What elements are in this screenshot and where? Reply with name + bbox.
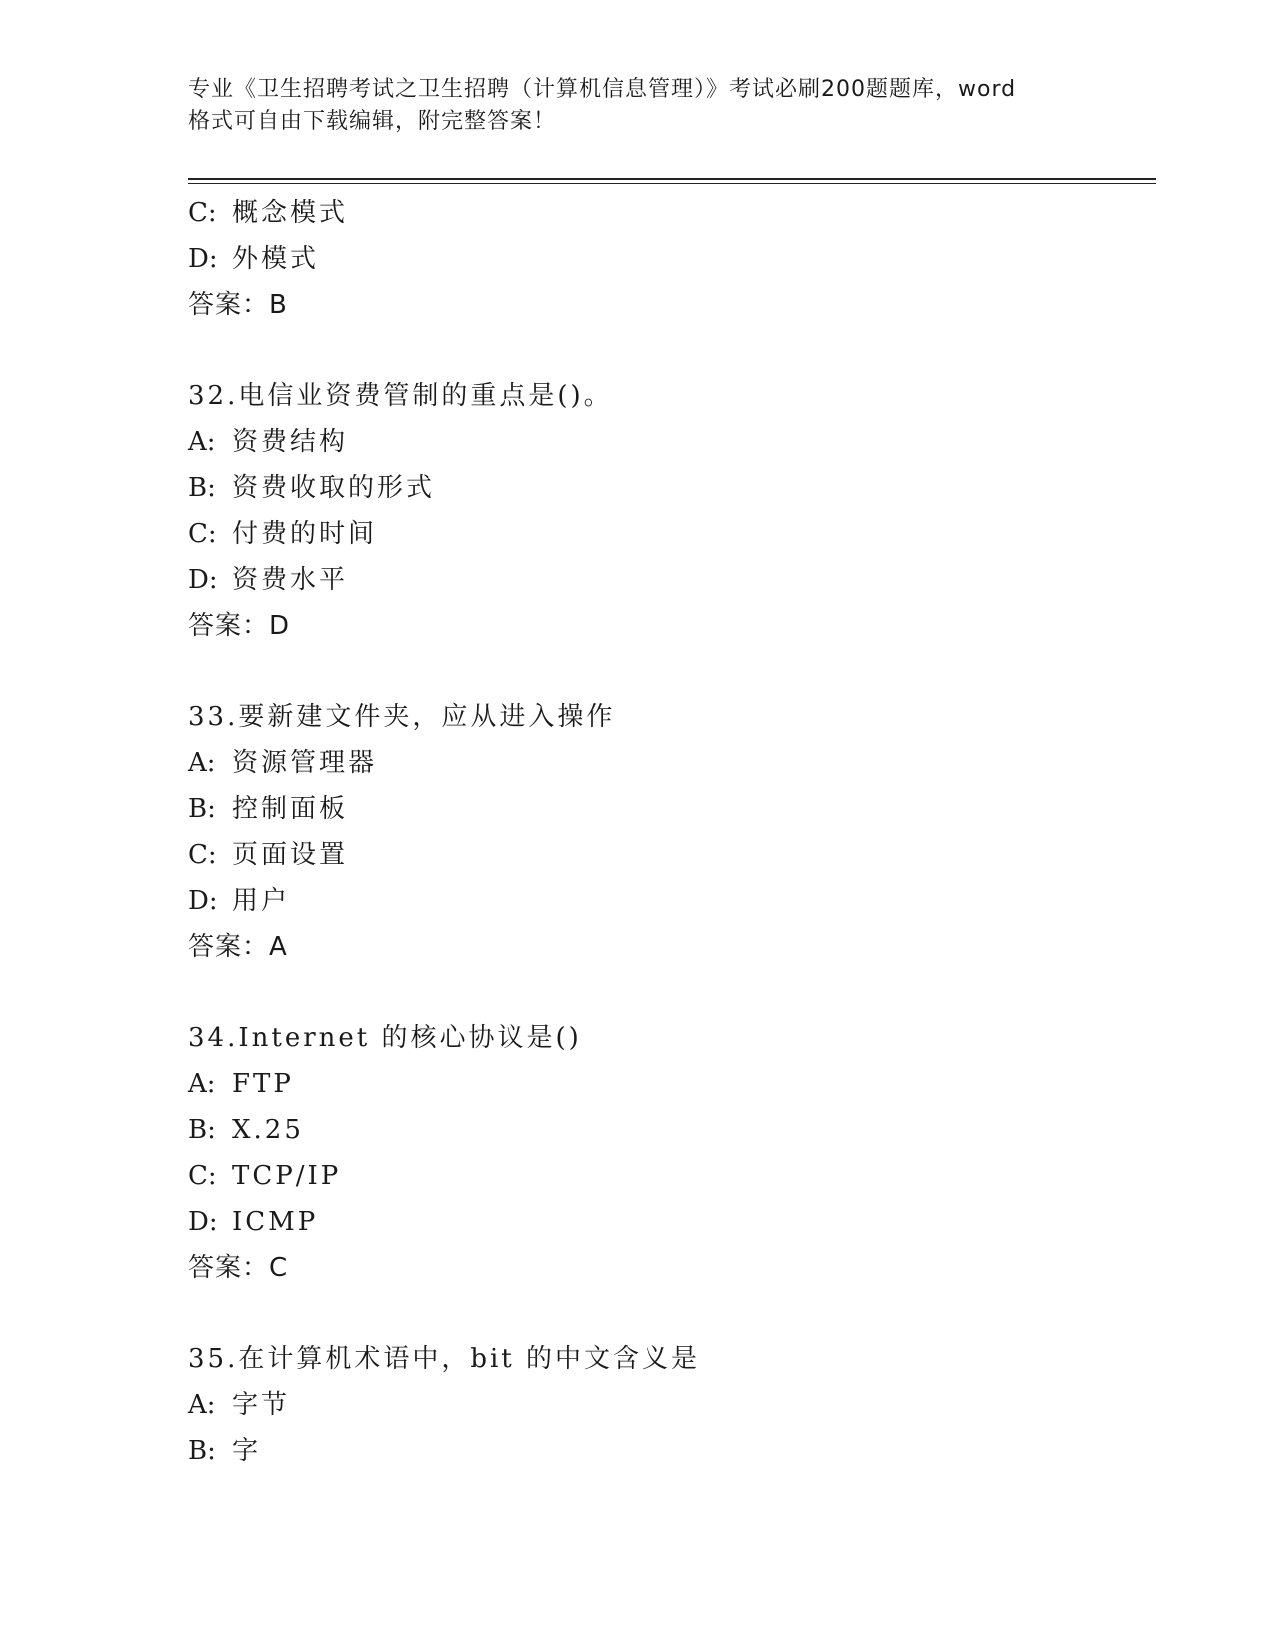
option-key: A: <box>188 1069 216 1099</box>
option-b <box>188 1428 1148 1474</box>
option-text: TCP/IP <box>232 1161 342 1191</box>
option-text: 资费收取的形式 <box>232 473 436 503</box>
question-stem: 32.电信业资费管制的重点是()。 <box>188 381 613 411</box>
option-text: 字 <box>232 1436 262 1466</box>
option-text: 控制面板 <box>232 794 349 824</box>
header-line-2: 格式可自由下载编辑，附完整答案！ <box>188 109 557 134</box>
option-b <box>188 465 1148 511</box>
option-key: B: <box>188 1115 216 1145</box>
answer-line: 答案：A <box>188 932 288 962</box>
document-header <box>188 74 1088 138</box>
option-key: B: <box>188 1436 216 1466</box>
option-text: 资费结构 <box>232 427 349 457</box>
question-stem: 35.在计算机术语中，bit 的中文含义是 <box>188 1344 701 1374</box>
option-c <box>188 1153 1148 1199</box>
option-text: 页面设置 <box>232 840 349 870</box>
header-line-1: 专业《卫生招聘考试之卫生招聘（计算机信息管理）》考试必刷200题题库，word <box>188 77 1017 102</box>
option-key: D: <box>188 565 218 595</box>
header-divider-thick <box>188 178 1156 180</box>
header-divider-thin <box>188 183 1156 184</box>
question-34 <box>188 1015 1148 1291</box>
option-text: 概念模式 <box>232 198 349 228</box>
answer-line: 答案：C <box>188 1253 289 1283</box>
option-key: C: <box>188 198 217 228</box>
option-key: B: <box>188 473 216 503</box>
spacer <box>188 649 1148 694</box>
option-d <box>188 1199 1148 1245</box>
option-a <box>188 740 1148 786</box>
question-32 <box>188 373 1148 649</box>
option-d <box>188 878 1148 924</box>
option-b <box>188 1107 1148 1153</box>
spacer <box>188 1291 1148 1336</box>
option-a <box>188 419 1148 465</box>
option-text: X.25 <box>232 1115 304 1145</box>
option-text: 资源管理器 <box>232 748 378 778</box>
question-stem: 34.Internet 的核心协议是() <box>188 1023 582 1053</box>
option-key: D: <box>188 244 218 274</box>
option-c <box>188 190 1148 236</box>
option-key: D: <box>188 1207 218 1237</box>
option-text: 字节 <box>232 1390 291 1420</box>
question-stem: 33.要新建文件夹，应从进入操作 <box>188 702 616 732</box>
option-key: D: <box>188 886 218 916</box>
option-text: FTP <box>232 1069 294 1099</box>
option-d <box>188 236 1148 282</box>
option-text: 用户 <box>232 886 291 916</box>
option-text: 付费的时间 <box>232 519 378 549</box>
answer-line: 答案：B <box>188 290 288 320</box>
option-key: A: <box>188 1390 216 1420</box>
option-a <box>188 1061 1148 1107</box>
answer-line: 答案：D <box>188 611 291 641</box>
option-d <box>188 557 1148 603</box>
spacer <box>188 970 1148 1015</box>
option-key: A: <box>188 748 216 778</box>
option-text: 资费水平 <box>232 565 349 595</box>
spacer <box>188 328 1148 373</box>
option-key: C: <box>188 1161 217 1191</box>
option-key: C: <box>188 519 217 549</box>
question-list <box>188 190 1148 1474</box>
question-31-partial <box>188 190 1148 328</box>
option-a <box>188 1382 1148 1428</box>
question-33 <box>188 694 1148 970</box>
option-text: 外模式 <box>232 244 320 274</box>
option-key: A: <box>188 427 216 457</box>
option-key: B: <box>188 794 216 824</box>
option-text: ICMP <box>232 1207 319 1237</box>
option-c <box>188 832 1148 878</box>
option-c <box>188 511 1148 557</box>
option-key: C: <box>188 840 217 870</box>
option-b <box>188 786 1148 832</box>
question-35 <box>188 1336 1148 1474</box>
